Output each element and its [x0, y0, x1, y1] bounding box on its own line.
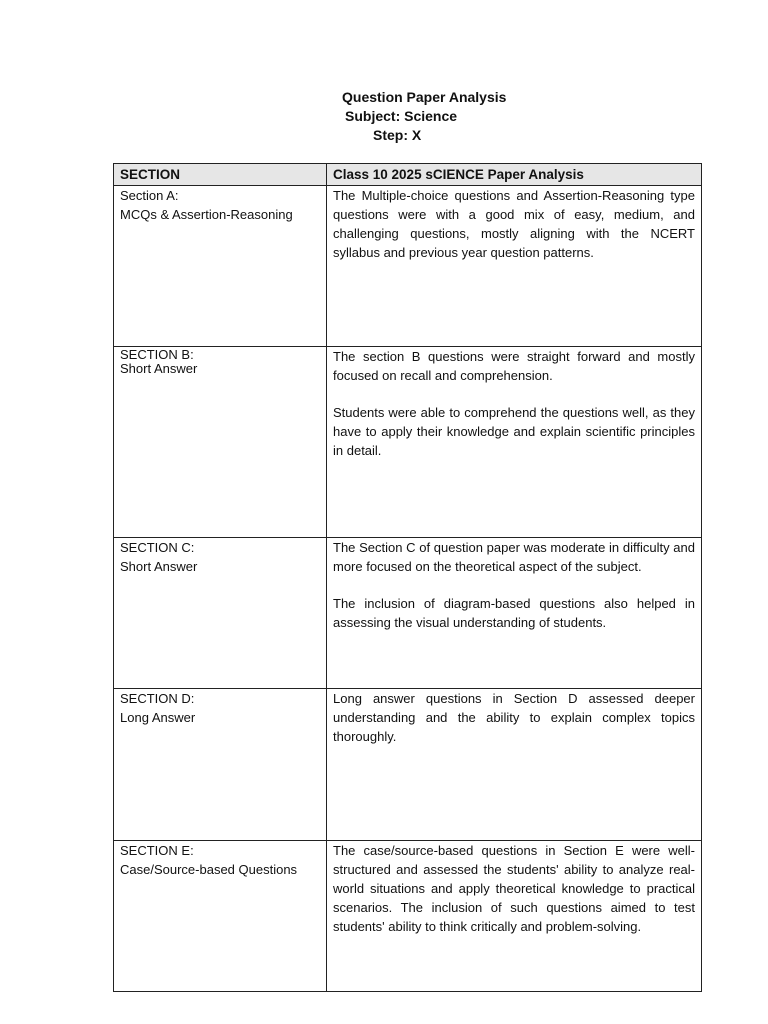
- analysis-paragraph: The Multiple-choice questions and Assertion-Reasoning type questions were with a good mix of easy, medium, and challenging questions, mostly aligning with the NCERT syllabus and previous year question patterns.: [333, 188, 695, 260]
- analysis-table: [113, 163, 702, 992]
- analysis-paragraph: The inclusion of diagram-based questions also helped in assessing the visual understanding of students.: [333, 596, 695, 630]
- section-cell: [114, 186, 327, 347]
- document-step: Step: X: [373, 127, 422, 143]
- section-title: SECTION B:: [120, 347, 194, 362]
- table-row: [114, 538, 702, 689]
- analysis-cell: [327, 186, 702, 347]
- section-cell: [114, 689, 327, 841]
- section-cell: [114, 841, 327, 992]
- table-row: [114, 841, 702, 992]
- analysis-cell: [327, 689, 702, 841]
- analysis-cell: [327, 841, 702, 992]
- section-title: SECTION D:: [120, 691, 195, 706]
- analysis-paragraph: Students were able to comprehend the questions well, as they have to apply their knowledge and explain scientific principles in detail.: [333, 405, 695, 458]
- section-subtitle: Long Answer: [120, 710, 196, 725]
- section-title: SECTION E:: [120, 843, 194, 858]
- table-header-row: [114, 164, 702, 186]
- section-title: SECTION C:: [120, 540, 195, 555]
- analysis-paragraph: Long answer questions in Section D assessed deeper understanding and the ability to explain complex topics thoroughly.: [333, 691, 695, 744]
- table-row: [114, 347, 702, 538]
- section-subtitle: MCQs & Assertion-Reasoning: [120, 207, 293, 222]
- document-subject: Subject: Science: [345, 108, 458, 124]
- section-subtitle: Short Answer: [120, 559, 198, 574]
- table-row: [114, 186, 702, 347]
- section-cell: [114, 538, 327, 689]
- analysis-cell: [327, 538, 702, 689]
- document-title: Question Paper Analysis: [342, 89, 507, 105]
- section-title: Section A:: [120, 188, 179, 203]
- analysis-paragraph: The Section C of question paper was moderate in difficulty and more focused on the theoretical aspect of the subject.: [333, 540, 695, 574]
- section-subtitle: Short Answer: [120, 361, 198, 376]
- analysis-cell: [327, 347, 702, 538]
- analysis-paragraph: The section B questions were straight forward and mostly focused on recall and comprehension.: [333, 349, 695, 383]
- table-row: [114, 689, 702, 841]
- column-header-section: SECTION: [114, 164, 327, 186]
- section-subtitle: Case/Source-based Questions: [120, 862, 298, 877]
- document-header: [300, 88, 540, 145]
- section-cell: [114, 347, 327, 538]
- analysis-paragraph: The case/source-based questions in Section E were well-structured and assessed the students' ability to analyze real-world situations and apply theoretical knowledge to practical scenarios. The inclusion of such questions aimed to test students' ability to think critically and problem-solving.: [333, 843, 695, 934]
- column-header-analysis: Class 10 2025 sCIENCE Paper Analysis: [327, 164, 702, 186]
